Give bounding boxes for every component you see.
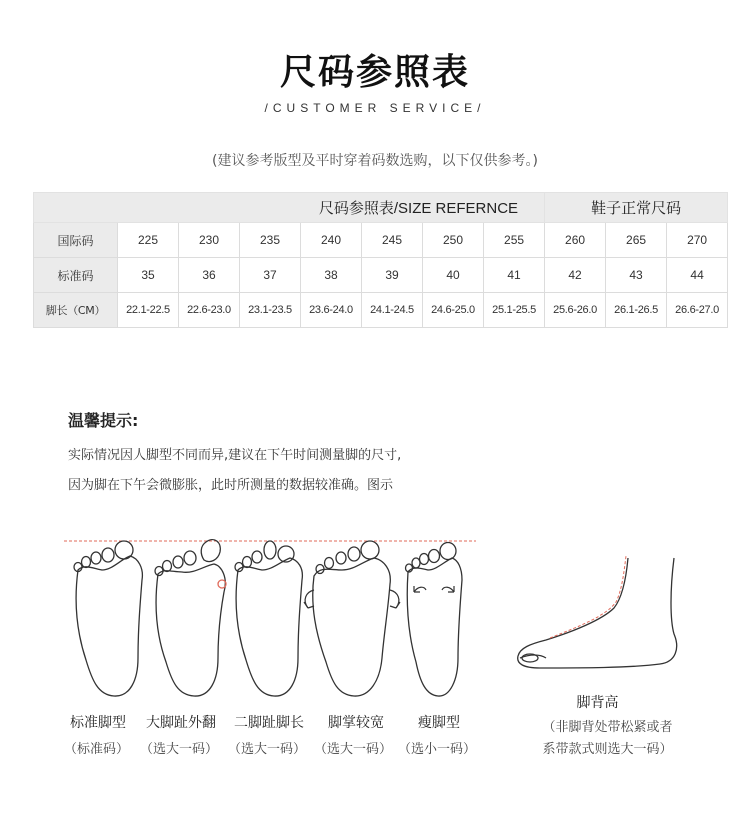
table-cell: 26.1-26.5 [606, 293, 667, 328]
size-table [33, 192, 728, 328]
tips-title: 温馨提示: [68, 411, 139, 430]
standard-foot-icon [74, 541, 142, 696]
table-cell: 24.6-25.0 [423, 293, 484, 328]
table-cell: 240 [301, 223, 362, 258]
reference-note: (建议参考版型及平时穿着码数选购，以下仅供参考。) [212, 153, 538, 169]
table-cell: 265 [606, 223, 667, 258]
size-table-side-title: 鞋子正常尺码 [545, 193, 728, 223]
table-cell: 245 [362, 223, 423, 258]
table-row [34, 293, 728, 328]
wide-foot-icon [304, 541, 400, 696]
page-title: 尺码参照表 [279, 52, 470, 93]
tips-text: 因为脚在下午会微膨胀，此时所测量的数据较准确。图示 [68, 478, 394, 493]
table-cell: 43 [606, 258, 667, 293]
table-cell: 36 [179, 258, 240, 293]
instep-foot-icon [510, 550, 685, 680]
foot-type-advice: （选大一码） [228, 742, 307, 757]
table-cell: 24.1-24.5 [362, 293, 423, 328]
instep-advice: （非脚背处带松紧或者 [542, 720, 673, 735]
table-cell: 22.6-23.0 [179, 293, 240, 328]
foot-type-advice: （选大一码） [314, 742, 393, 757]
table-cell: 23.6-24.0 [301, 293, 362, 328]
table-cell: 40 [423, 258, 484, 293]
slim-foot-icon [406, 543, 463, 697]
foot-type-label: 瘦脚型 [418, 715, 460, 731]
foot-type-label: 二脚趾脚长 [234, 715, 304, 731]
size-table-title: 尺码参照表/SIZE REFERNCE [34, 193, 545, 223]
table-cell: 38 [301, 258, 362, 293]
size-table-header-row [34, 193, 728, 223]
table-cell: 26.6-27.0 [667, 293, 728, 328]
table-cell: 250 [423, 223, 484, 258]
instep-guide-line [550, 556, 626, 638]
foot-types-illustration [60, 530, 480, 705]
long-second-toe-foot-icon [235, 541, 302, 696]
table-cell: 260 [545, 223, 606, 258]
instep-title: 脚背高 [576, 695, 619, 711]
table-cell: 270 [667, 223, 728, 258]
table-cell: 25.1-25.5 [484, 293, 545, 328]
foot-type-label: 大脚趾外翻 [146, 715, 216, 731]
table-cell: 39 [362, 258, 423, 293]
table-cell: 44 [667, 258, 728, 293]
table-cell: 225 [118, 223, 179, 258]
table-cell: 41 [484, 258, 545, 293]
table-cell: 235 [240, 223, 301, 258]
instep-advice: 系带款式则选大一码） [542, 742, 673, 757]
row-label: 国际码 [34, 223, 118, 258]
foot-type-advice: （选小一码） [398, 742, 477, 757]
foot-type-label: 脚掌较宽 [328, 715, 384, 731]
table-row [34, 258, 728, 293]
table-cell: 230 [179, 223, 240, 258]
table-cell: 22.1-22.5 [118, 293, 179, 328]
table-cell: 37 [240, 258, 301, 293]
table-cell: 35 [118, 258, 179, 293]
table-cell: 255 [484, 223, 545, 258]
page-subtitle: /CUSTOMER SERVICE/ [264, 101, 486, 115]
foot-type-label: 标准脚型 [70, 715, 126, 731]
tips-text: 实际情况因人脚型不同而异,建议在下午时间测量脚的尺寸, [68, 448, 402, 463]
table-row [34, 223, 728, 258]
table-cell: 23.1-23.5 [240, 293, 301, 328]
foot-type-advice: （标准码） [64, 742, 130, 757]
table-cell: 42 [545, 258, 606, 293]
row-label: 脚长（CM） [34, 293, 118, 328]
bunion-foot-icon [155, 540, 226, 696]
foot-type-advice: （选大一码） [140, 742, 219, 757]
row-label: 标准码 [34, 258, 118, 293]
table-cell: 25.6-26.0 [545, 293, 606, 328]
